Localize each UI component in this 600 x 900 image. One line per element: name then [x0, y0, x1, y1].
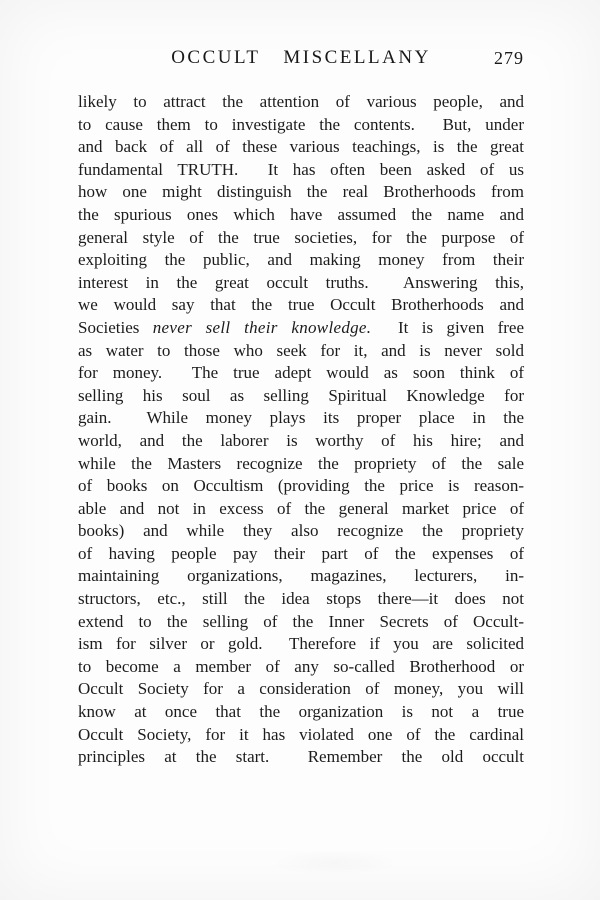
- text-line: [78, 340, 524, 363]
- text-segment: able and not in excess of the general market price of: [78, 498, 524, 518]
- text-line: [78, 724, 524, 747]
- text-line: [78, 475, 524, 498]
- text-segment: fundamental TRUTH. It has often been asked of us: [78, 159, 524, 179]
- text-segment: likely to attract the attention of various people, and: [78, 92, 524, 111]
- text-segment: to cause them to investigate the contents. But, under: [78, 114, 524, 134]
- text-segment: It is given free: [371, 317, 524, 337]
- text-line: [78, 114, 524, 137]
- text-line: [78, 633, 524, 656]
- text-segment: world, and the laborer is worthy of his hire; and: [78, 430, 524, 450]
- page-number: 279: [494, 48, 524, 68]
- text-line: [78, 362, 524, 385]
- text-segment: for money. The true adept would as soon think of: [78, 363, 524, 383]
- text-segment: structors, etc., still the idea stops there—it does not: [78, 589, 524, 609]
- text-line: [78, 272, 524, 295]
- text-segment: how one might distinguish the real Brotherhoods from: [78, 182, 524, 202]
- text-segment: know at once that the organization is not a true: [78, 702, 524, 722]
- text-segment: to become a member of any so-called Brotherhood or: [78, 656, 524, 676]
- text-segment: Societies: [78, 317, 153, 337]
- text-segment: gain. While money plays its proper place in the: [78, 408, 524, 428]
- text-segment: general style of the true societies, for the purpose of: [78, 227, 524, 247]
- text-segment: interest in the great occult truths. Answering this,: [78, 272, 524, 292]
- text-segment: and back of all of these various teachings, is the great: [78, 137, 524, 157]
- text-line: [78, 407, 524, 430]
- page-title: OCCULT MISCELLANY: [171, 47, 431, 68]
- text-line: [78, 249, 524, 272]
- text-line: [78, 746, 524, 769]
- text-line: [78, 543, 524, 566]
- text-segment: principles at the start. Remember the old occult: [78, 747, 524, 767]
- text-segment: selling his soul as selling Spiritual Knowledge for: [78, 385, 524, 405]
- scan-smudge: [270, 850, 400, 876]
- text-line: [78, 611, 524, 634]
- text-segment: as water to those who seek for it, and is never sold: [78, 340, 524, 360]
- text-line: [78, 453, 524, 476]
- text-line: [78, 91, 524, 114]
- text-line: [78, 701, 524, 724]
- text-line: [78, 498, 524, 521]
- text-segment: exploiting the public, and making money from their: [78, 250, 524, 270]
- text-segment: Occult Society for a consideration of money, you will: [78, 679, 524, 699]
- text-line: [78, 159, 524, 182]
- text-line: [78, 136, 524, 159]
- text-segment: extend to the selling of the Inner Secrets of Occult-: [78, 611, 524, 631]
- text-segment: we would say that the true Occult Brotherhoods and: [78, 295, 524, 315]
- text-segment: books) and while they also recognize the propriety: [78, 521, 524, 541]
- text-line: [78, 317, 524, 340]
- text-line: [78, 565, 524, 588]
- text-line: [78, 181, 524, 204]
- text-line: [78, 430, 524, 453]
- text-segment: while the Masters recognize the propriety of the sale: [78, 453, 524, 473]
- text-line: [78, 294, 524, 317]
- text-line: [78, 204, 524, 227]
- text-line: [78, 385, 524, 408]
- text-segment: ism for silver or gold. Therefore if you are solicited: [78, 634, 524, 654]
- running-header: [78, 47, 524, 71]
- text-segment: Occult Society, for it has violated one of the cardinal: [78, 724, 524, 744]
- text-line: [78, 520, 524, 543]
- body-text: [78, 91, 524, 769]
- text-segment: of books on Occultism (providing the price is reason-: [78, 476, 524, 496]
- text-line: [78, 656, 524, 679]
- text-segment: maintaining organizations, magazines, lecturers, in-: [78, 566, 524, 586]
- text-line: [78, 588, 524, 611]
- text-line: [78, 227, 524, 250]
- italic-phrase: never sell their knowledge.: [152, 317, 372, 337]
- text-segment: the spurious ones which have assumed the name and: [78, 204, 524, 224]
- text-line: [78, 678, 524, 701]
- text-segment: of having people pay their part of the expenses of: [78, 543, 524, 563]
